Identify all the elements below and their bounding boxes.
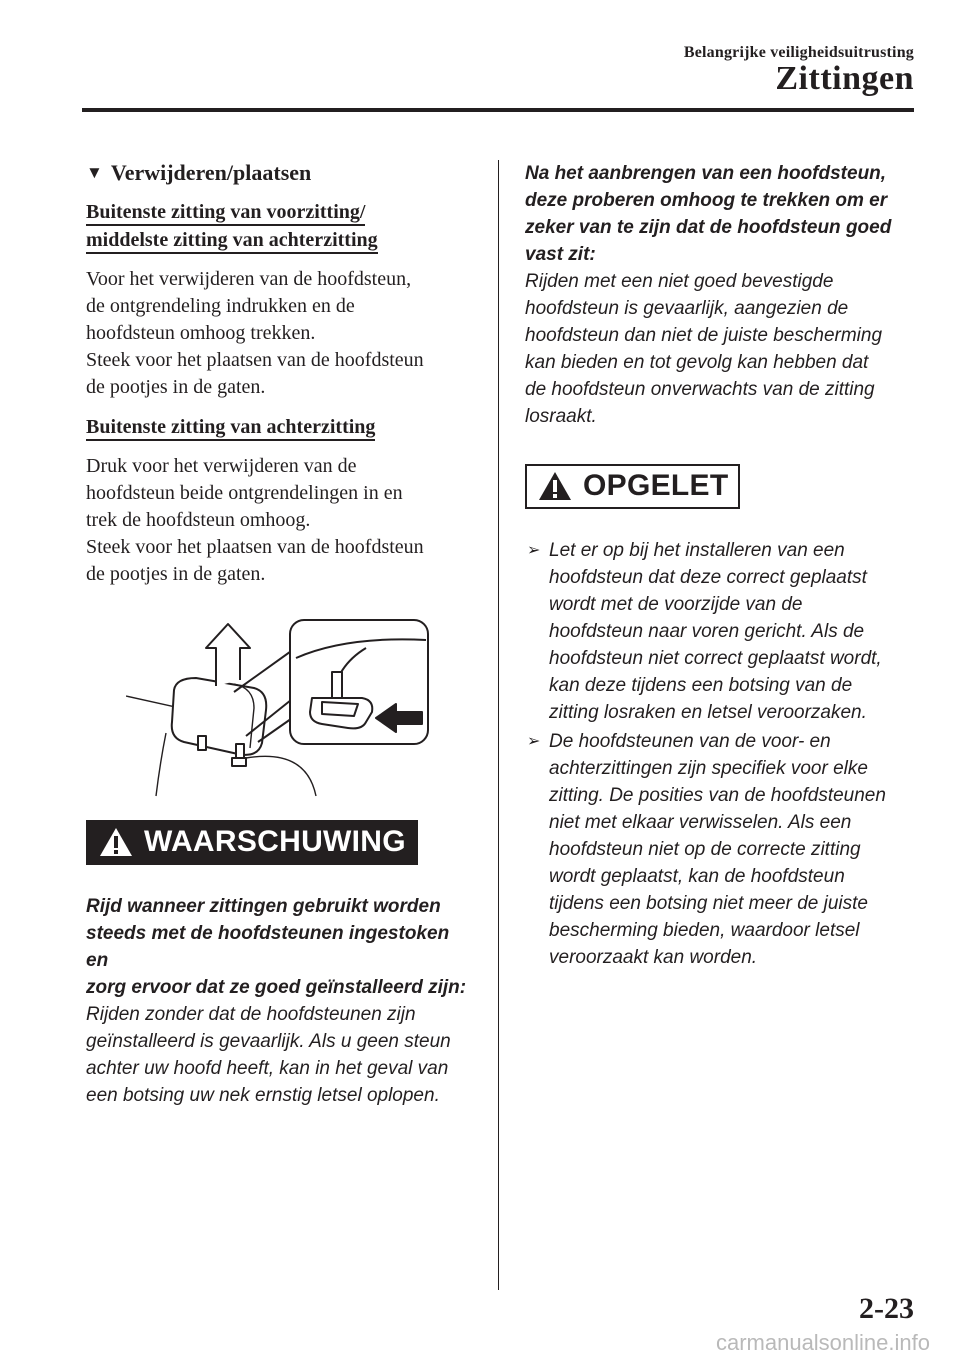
caution-line: bescherming bieden, waardoor letsel [549, 920, 860, 941]
header-divider [82, 108, 914, 112]
warning-line: hoofdsteun is gevaarlijk, aangezien de [525, 298, 849, 319]
warning-continued-text [525, 160, 915, 430]
caution-box [525, 464, 915, 509]
warning-bold-line: deze proberen omhoog te trekken om er [525, 190, 888, 211]
page-number: 2-23 [859, 1292, 914, 1325]
warning-text [86, 893, 476, 1109]
warning-bold-line: zorg ervoor dat ze goed geïnstalleerd zijn: [86, 977, 467, 998]
warning-line: hoofdsteun dan niet de juiste bescherming [525, 325, 883, 346]
caution-item [525, 728, 915, 971]
subheading-rear-outer [86, 413, 476, 441]
warning-line: de hoofdsteun onverwachts van de zitting [525, 379, 875, 400]
warning-bold-line: vast zit: [525, 244, 596, 265]
text-line: de pootjes in de gaten. [86, 376, 266, 398]
caution-line: zitting losraken en letsel veroorzaken. [549, 702, 867, 723]
section-heading-text: Verwijderen/plaatsen [110, 160, 312, 185]
page-title: Zittingen [775, 60, 914, 97]
header-section-label: Belangrijke veiligheidsuitrusting [683, 44, 914, 61]
caution-line: Let er op bij het installeren van een [549, 540, 845, 561]
subheading-text: Buitenste zitting van achterzitting [86, 416, 375, 441]
paragraph-front [86, 266, 476, 401]
section-heading [86, 160, 476, 186]
warning-line: een botsing uw nek ernstig letsel oplopen. [86, 1085, 440, 1106]
triangle-down-icon: ▼ [86, 163, 103, 182]
left-column [86, 160, 476, 1109]
caution-line: niet met elkaar verwisselen. Als een [549, 812, 852, 833]
text-line: Steek voor het plaatsen van de hoofdsteun [86, 536, 424, 558]
caution-list [525, 537, 915, 971]
caution-item [525, 537, 915, 726]
subheading-line-2: middelste zitting van achterzitting [86, 229, 378, 254]
caution-line: zitting. De posities van de hoofdsteunen [549, 785, 886, 806]
caution-line: achterzittingen zijn specifiek voor elke [549, 758, 868, 779]
warning-line: Rijden zonder dat de hoofdsteunen zijn [86, 1004, 416, 1025]
subheading-line-1: Buitenste zitting van voorzitting/ [86, 201, 365, 226]
warning-triangle-icon [98, 826, 134, 858]
caution-line: tijdens een botsing niet meer de juiste [549, 893, 868, 914]
warning-box [86, 820, 476, 865]
warning-badge [86, 820, 418, 865]
caution-line: veroorzaakt kan worden. [549, 947, 758, 968]
watermark-link[interactable]: carmanualsonline.info [715, 1330, 930, 1355]
text-line: Druk voor het verwijderen van de [86, 455, 357, 477]
warning-line: achter uw hoofd heeft, kan in het geval van [86, 1058, 449, 1079]
arrow-bullet-icon: ➢ [527, 733, 541, 750]
text-line: de pootjes in de gaten. [86, 563, 266, 585]
caution-line: hoofdsteun dat deze correct geplaatst [549, 567, 867, 588]
warning-bold-line: Na het aanbrengen van een hoofdsteun, [525, 163, 887, 184]
caution-line: hoofdsteun naar voren gericht. Als de [549, 621, 865, 642]
text-line: Voor het verwijderen van de hoofdsteun, [86, 268, 412, 290]
arrow-bullet-icon: ➢ [527, 542, 541, 559]
text-line: de ontgrendeling indrukken en de [86, 295, 355, 317]
warning-label-text: WAARSCHUWING [144, 825, 406, 858]
warning-line: Rijden met een niet goed bevestigde [525, 271, 834, 292]
caution-line: kan deze tijdens een botsing van de [549, 675, 853, 696]
text-line: hoofdsteun beide ontgrendelingen in en [86, 482, 403, 504]
caution-triangle-icon [537, 470, 573, 502]
caution-badge [525, 464, 740, 509]
caution-line: wordt met de voorzijde van de [549, 594, 803, 615]
warning-bold-line: zeker van te zijn dat de hoofdsteun goed [525, 217, 892, 238]
warning-bold-line: Rijd wanneer zittingen gebruikt worden [86, 896, 441, 917]
warning-line: losraakt. [525, 406, 597, 427]
subheading-front-outer [86, 198, 476, 254]
text-line: hoofdsteun omhoog trekken. [86, 322, 316, 344]
warning-line: kan bieden en tot gevolg kan hebben dat [525, 352, 869, 373]
caution-line: De hoofdsteunen van de voor- en [549, 731, 831, 752]
caution-line: hoofdsteun niet op de correcte zitting [549, 839, 861, 860]
caution-line: wordt geplaatst, kan de hoofdsteun [549, 866, 845, 887]
text-line: trek de hoofdsteun omhoog. [86, 509, 311, 531]
paragraph-rear [86, 453, 476, 588]
right-column [525, 160, 915, 973]
text-line: Steek voor het plaatsen van de hoofdsteun [86, 349, 424, 371]
caution-label-text: OPGELET [583, 469, 729, 502]
caution-line: hoofdsteun niet correct geplaatst wordt, [549, 648, 882, 669]
headrest-illustration [126, 618, 446, 798]
warning-line: geïnstalleerd is gevaarlijk. Als u geen steun [86, 1031, 451, 1052]
warning-bold-line: steeds met de hoofdsteunen ingestoken en [86, 923, 450, 971]
column-divider [498, 160, 499, 1290]
